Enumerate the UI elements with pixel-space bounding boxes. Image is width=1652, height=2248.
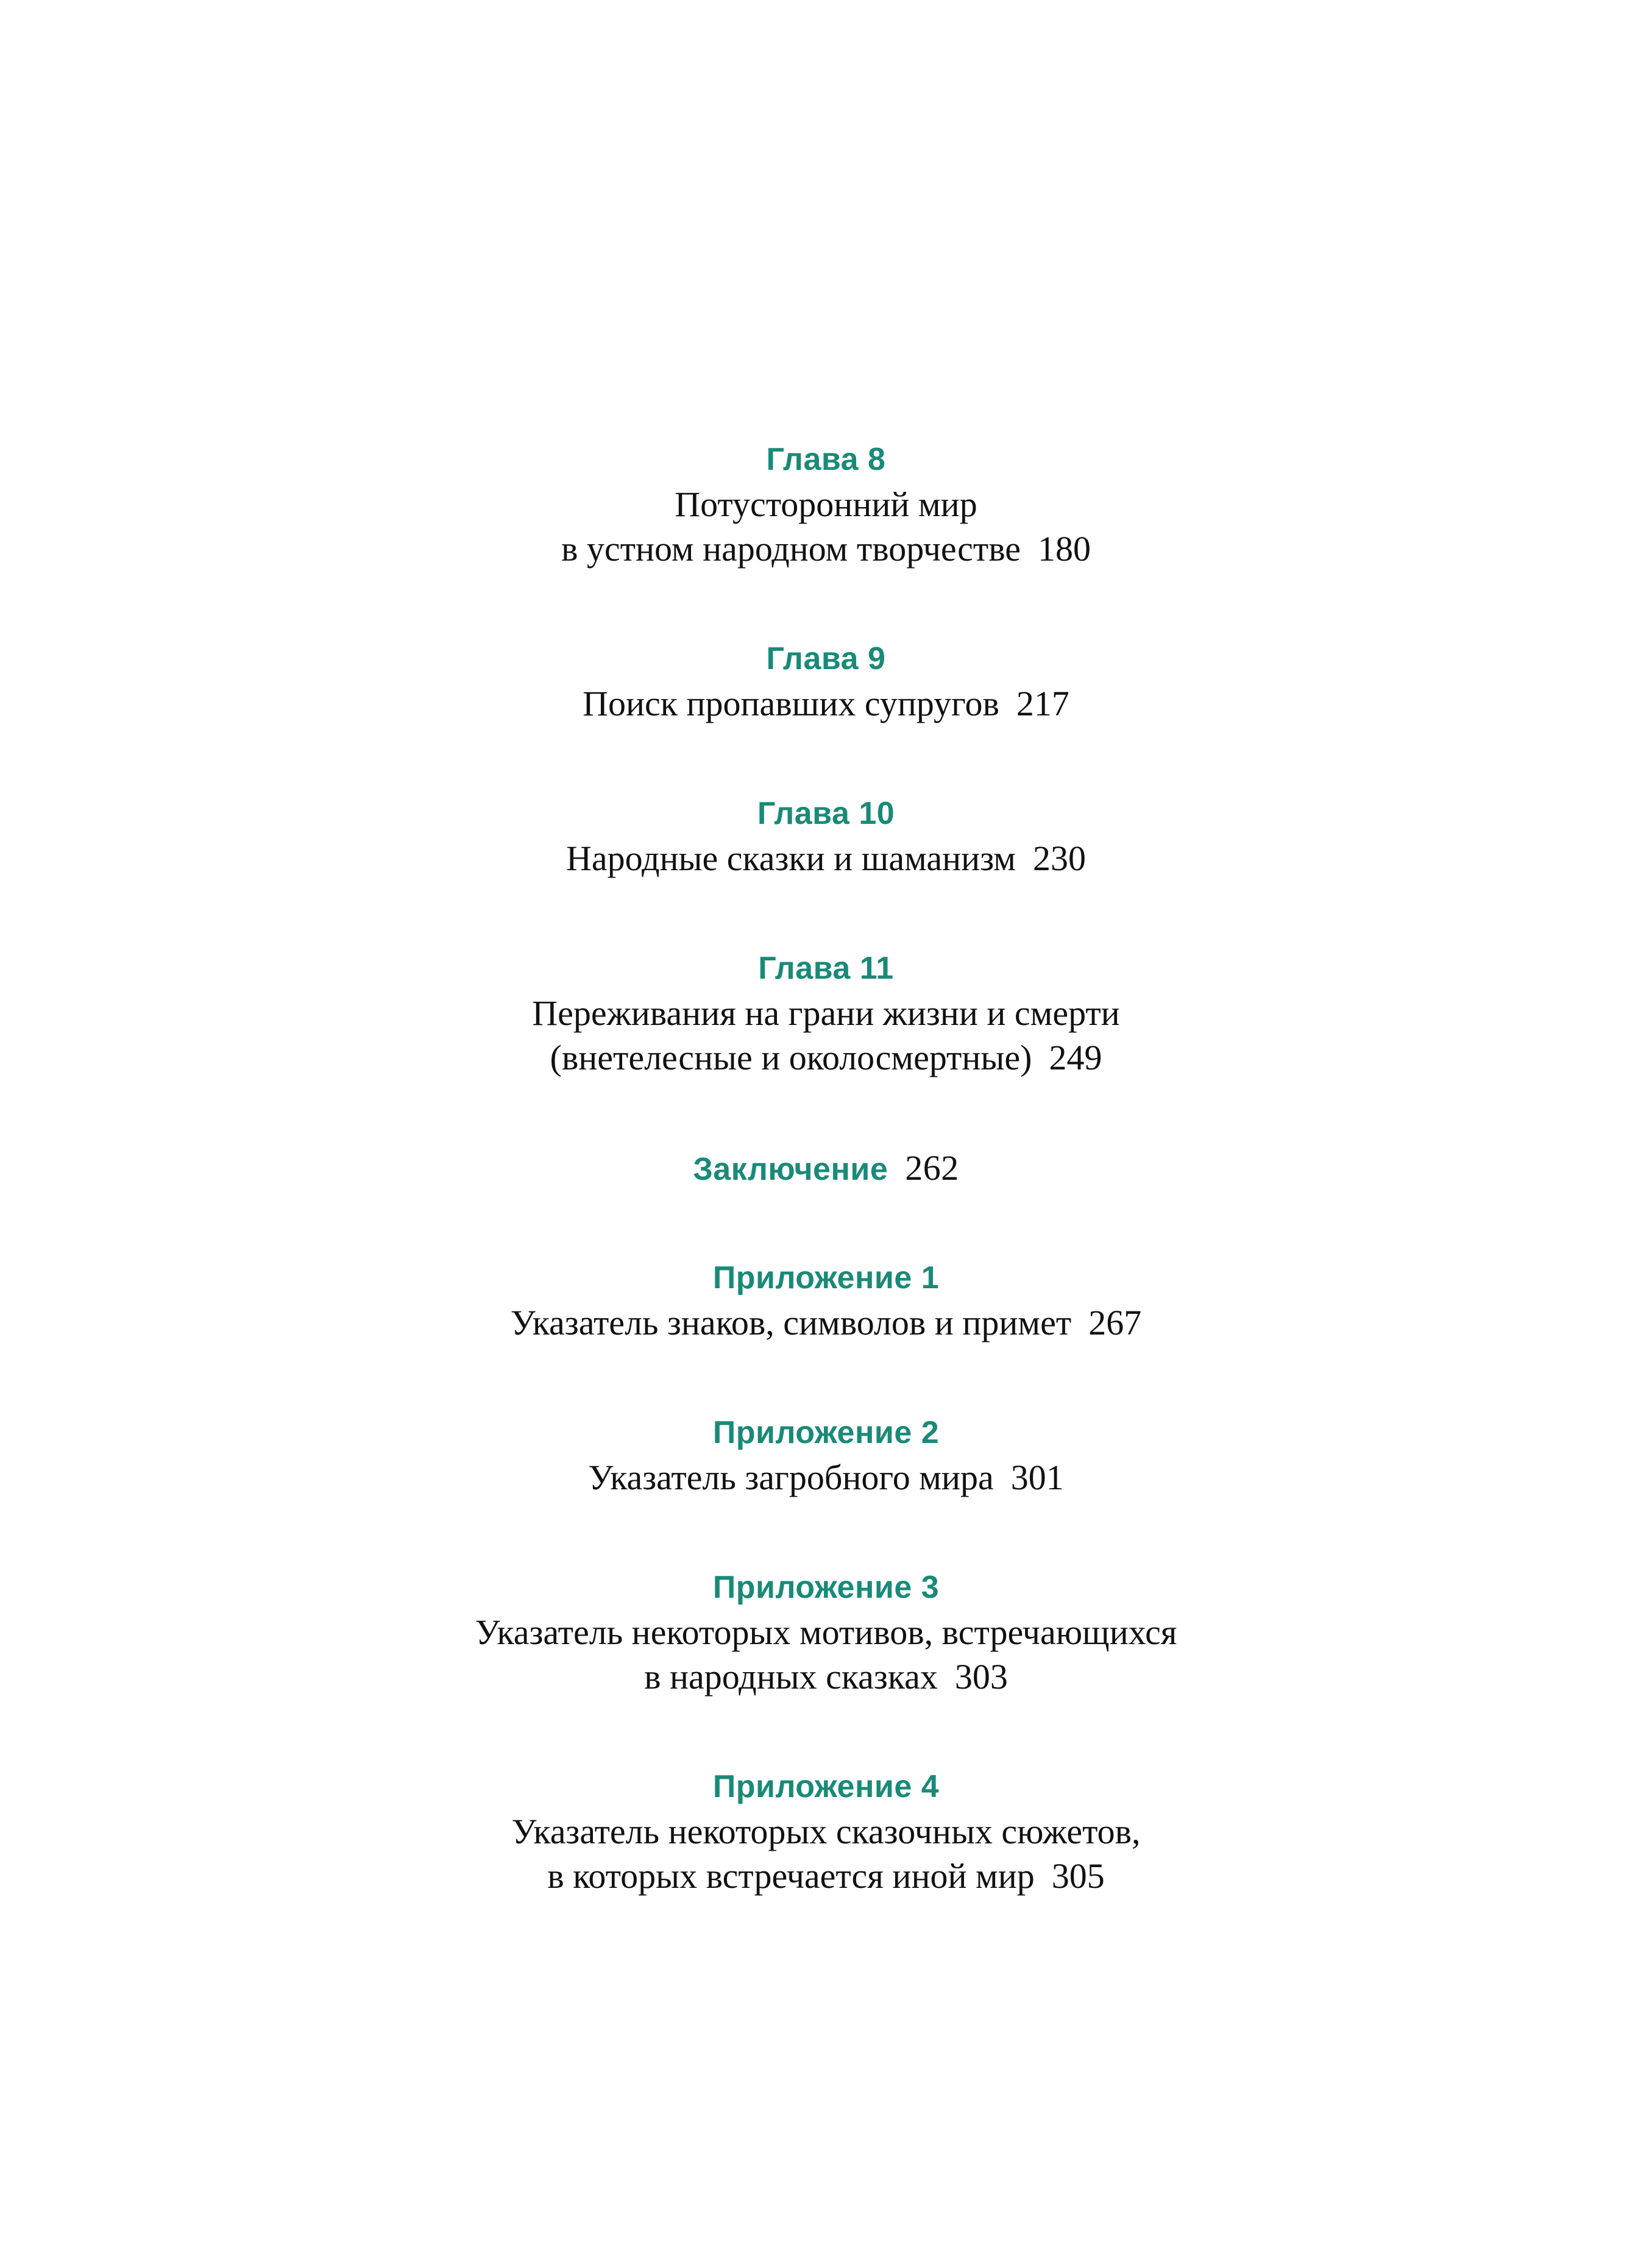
page-number: 267: [1088, 1303, 1142, 1342]
toc-title-line: [0, 1654, 1652, 1699]
page-number: 303: [954, 1657, 1008, 1697]
toc-entry-chapter-11[interactable]: [0, 946, 1652, 1080]
toc-entry-appendix-2[interactable]: [0, 1411, 1652, 1500]
toc-heading: Приложение 4: [712, 1769, 940, 1804]
toc-title-line: [0, 1854, 1652, 1898]
toc-title-text: Народные сказки и шаманизм: [566, 839, 1016, 878]
toc-entry-appendix-1[interactable]: [0, 1256, 1652, 1345]
toc-title-line: [0, 1035, 1652, 1080]
toc-heading: Глава 8: [766, 442, 886, 477]
toc-entry-chapter-10[interactable]: [0, 792, 1652, 881]
toc-title-text: в устном народном творчестве: [561, 529, 1021, 569]
toc-entry-chapter-9[interactable]: [0, 637, 1652, 726]
page-number: 305: [1051, 1856, 1105, 1896]
toc-title-text: в народных сказках: [644, 1657, 938, 1697]
toc-entry-conclusion[interactable]: [0, 1146, 1652, 1190]
toc-entry-chapter-8[interactable]: [0, 438, 1652, 571]
table-of-contents: [0, 438, 1652, 1964]
toc-title-line: Указатель некоторых сказочных сюжетов,: [511, 1812, 1141, 1851]
toc-title-line: Указатель некоторых мотивов, встречающихся: [475, 1612, 1177, 1652]
toc-heading: Приложение 1: [712, 1260, 940, 1296]
toc-heading: Глава 11: [758, 951, 894, 986]
toc-title-line: [0, 1300, 1652, 1345]
toc-heading: Глава 9: [766, 641, 886, 676]
toc-heading: Приложение 2: [712, 1415, 940, 1450]
toc-title-text: в которых встречается иной мир: [547, 1856, 1035, 1896]
page-number: 249: [1049, 1038, 1102, 1077]
toc-entry-appendix-4[interactable]: [0, 1765, 1652, 1898]
toc-title-line: [0, 1455, 1652, 1500]
toc-title-line: [0, 681, 1652, 726]
toc-entry-appendix-3[interactable]: [0, 1565, 1652, 1699]
toc-heading-text: Заключение: [693, 1152, 888, 1187]
page-number: 180: [1038, 529, 1091, 569]
toc-heading: [0, 1146, 1652, 1190]
toc-title-line: [0, 527, 1652, 571]
toc-title-text: Указатель загробного мира: [588, 1458, 994, 1497]
toc-title-line: Переживания на грани жизни и смерти: [532, 993, 1120, 1033]
page-number: 230: [1033, 839, 1086, 878]
toc-title-text: Указатель знаков, символов и примет: [510, 1303, 1072, 1342]
page-number: 262: [905, 1148, 959, 1188]
page-number: 301: [1010, 1458, 1064, 1497]
toc-title-line: Потусторонний мир: [675, 484, 977, 524]
toc-title-text: Поиск пропавших супругов: [583, 684, 999, 723]
toc-title-text: (внетелесные и околосмертные): [550, 1038, 1032, 1077]
toc-heading: Приложение 3: [712, 1570, 940, 1605]
page-number: 217: [1016, 684, 1069, 723]
toc-title-line: [0, 836, 1652, 881]
toc-heading: Глава 10: [757, 796, 895, 831]
